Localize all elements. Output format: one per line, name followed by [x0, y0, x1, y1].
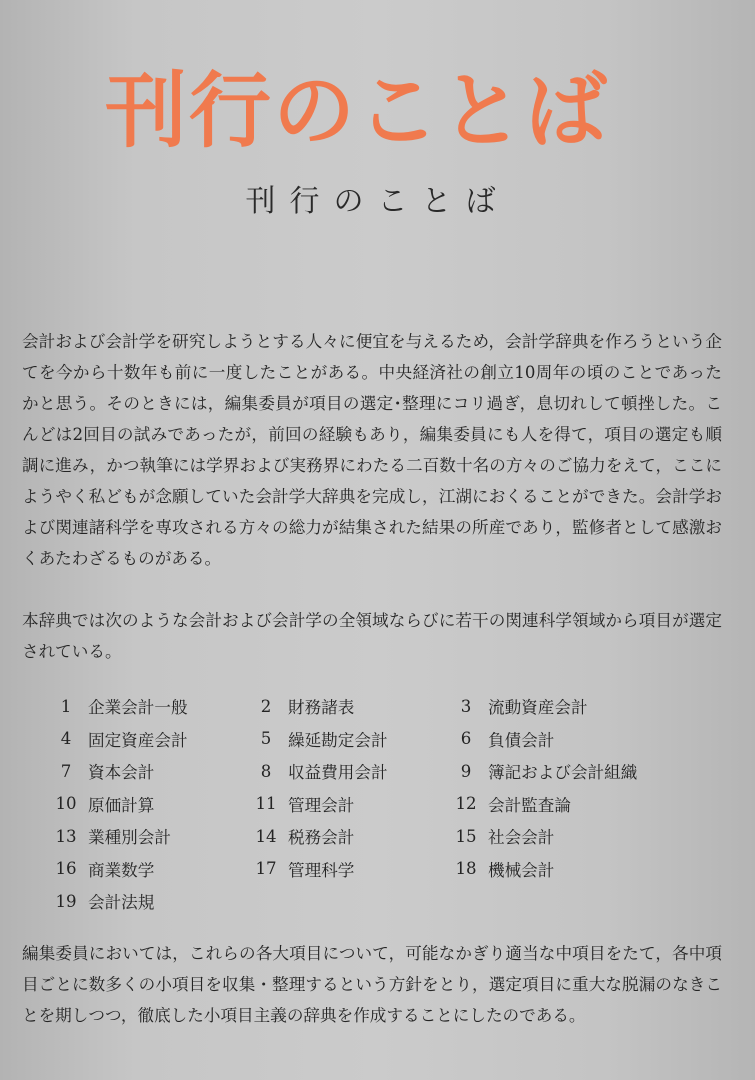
topic-item: [450, 755, 710, 788]
topic-number: 5: [260, 729, 272, 749]
topic-item: [50, 690, 250, 723]
topic-number: 16: [55, 859, 77, 879]
topic-name: 業種別会計: [88, 828, 171, 848]
topic-number: 13: [55, 826, 77, 846]
topic-name: 会計法規: [88, 893, 155, 913]
topic-name: 収益費用会計: [288, 763, 388, 783]
topic-number: 15: [455, 826, 477, 846]
topic-list: [50, 690, 710, 918]
topic-item: [50, 755, 250, 788]
topic-name: 資本会計: [88, 763, 155, 783]
topic-number: 19: [55, 891, 77, 911]
topic-item: [250, 853, 450, 886]
topic-item: [450, 788, 710, 821]
topic-item: [450, 820, 710, 853]
topic-name: 固定資産会計: [88, 730, 188, 750]
topic-number: 4: [60, 729, 72, 749]
topic-item: [450, 853, 710, 886]
topic-item: [250, 820, 450, 853]
topic-item: [450, 723, 710, 756]
topic-item: [250, 723, 450, 756]
topic-item: [450, 690, 710, 723]
topic-item: [250, 788, 450, 821]
topic-number: 9: [460, 761, 472, 781]
topic-number: 1: [60, 696, 72, 716]
topic-number: 2: [260, 696, 272, 716]
topic-number: 14: [255, 826, 277, 846]
topic-name: 管理会計: [288, 795, 355, 815]
topic-name: 財務諸表: [288, 698, 355, 718]
topic-item: [250, 755, 450, 788]
topic-number: 11: [255, 794, 277, 814]
topic-item: [50, 885, 250, 918]
topic-item: [50, 723, 250, 756]
topic-name: 機械会計: [488, 860, 555, 880]
page-heading: 刊行のことば: [245, 184, 510, 219]
topic-name: 繰延勘定会計: [288, 730, 388, 750]
topic-name: 原価計算: [88, 795, 155, 815]
topic-item: [50, 820, 250, 853]
topic-number: 18: [455, 859, 477, 879]
topic-item: [50, 853, 250, 886]
topic-name: 会計監査論: [488, 795, 571, 815]
topic-item: [250, 690, 450, 723]
topic-number: 17: [255, 859, 277, 879]
paragraph-intro: 会計および会計学を研究しようとする人々に便宜を与えるため，会計学辞典を作ろうという企てを今から十数年も前に一度したことがある。中央経済社の創立10周年の頃のことであったかと思う。そのときには，編集委員が項目の選定･整理にコリ過ぎ，息切れして頓挫した。こんどは2回目の試みであったが，前回の経験もあり，編集委員にも人を得て，項目の選定も順調に進み，かつ執筆には学界および実務界にわたる二百数十名の方々のご協力をえて，ここにようやく私どもが念願していた会計学大辞典を完成し，江湖におくることができた。会計学および関連諸科学を専攻される方々の総力が結集された結果の所産であり，監修者として感激おくあたわざるものがある。: [22, 332, 722, 568]
topic-name: 税務会計: [288, 828, 355, 848]
paragraph-policy: 編集委員においては，これらの各大項目について，可能なかぎり適当な中項目をたて，各中項目ごとに数多くの小項目を収集・整理するという方針をとり，選定項目に重大な脱漏のなきことを期しつつ，徹底した小項目主義の辞典を作成することにしたのである。: [22, 944, 722, 1025]
topic-name: 管理科学: [288, 860, 355, 880]
topic-number: 6: [460, 729, 472, 749]
topic-number: 12: [455, 794, 477, 814]
topic-number: 10: [55, 794, 77, 814]
topic-name: 簿記および会計組織: [488, 763, 638, 783]
topic-name: 社会会計: [488, 828, 555, 848]
topic-name: 企業会計一般: [88, 698, 188, 718]
overlay-title: 刊行のことば: [105, 64, 610, 159]
topic-name: 流動資産会計: [488, 698, 588, 718]
topic-number: 7: [60, 761, 72, 781]
topic-number: 8: [260, 761, 272, 781]
paragraph-scope: 本辞典では次のような会計および会計学の全領域ならびに若干の関連科学領域から項目が選定されている。: [22, 611, 722, 661]
topic-name: 商業数学: [88, 860, 155, 880]
topic-item: [50, 788, 250, 821]
topic-name: 負債会計: [488, 730, 555, 750]
topic-number: 3: [460, 696, 472, 716]
